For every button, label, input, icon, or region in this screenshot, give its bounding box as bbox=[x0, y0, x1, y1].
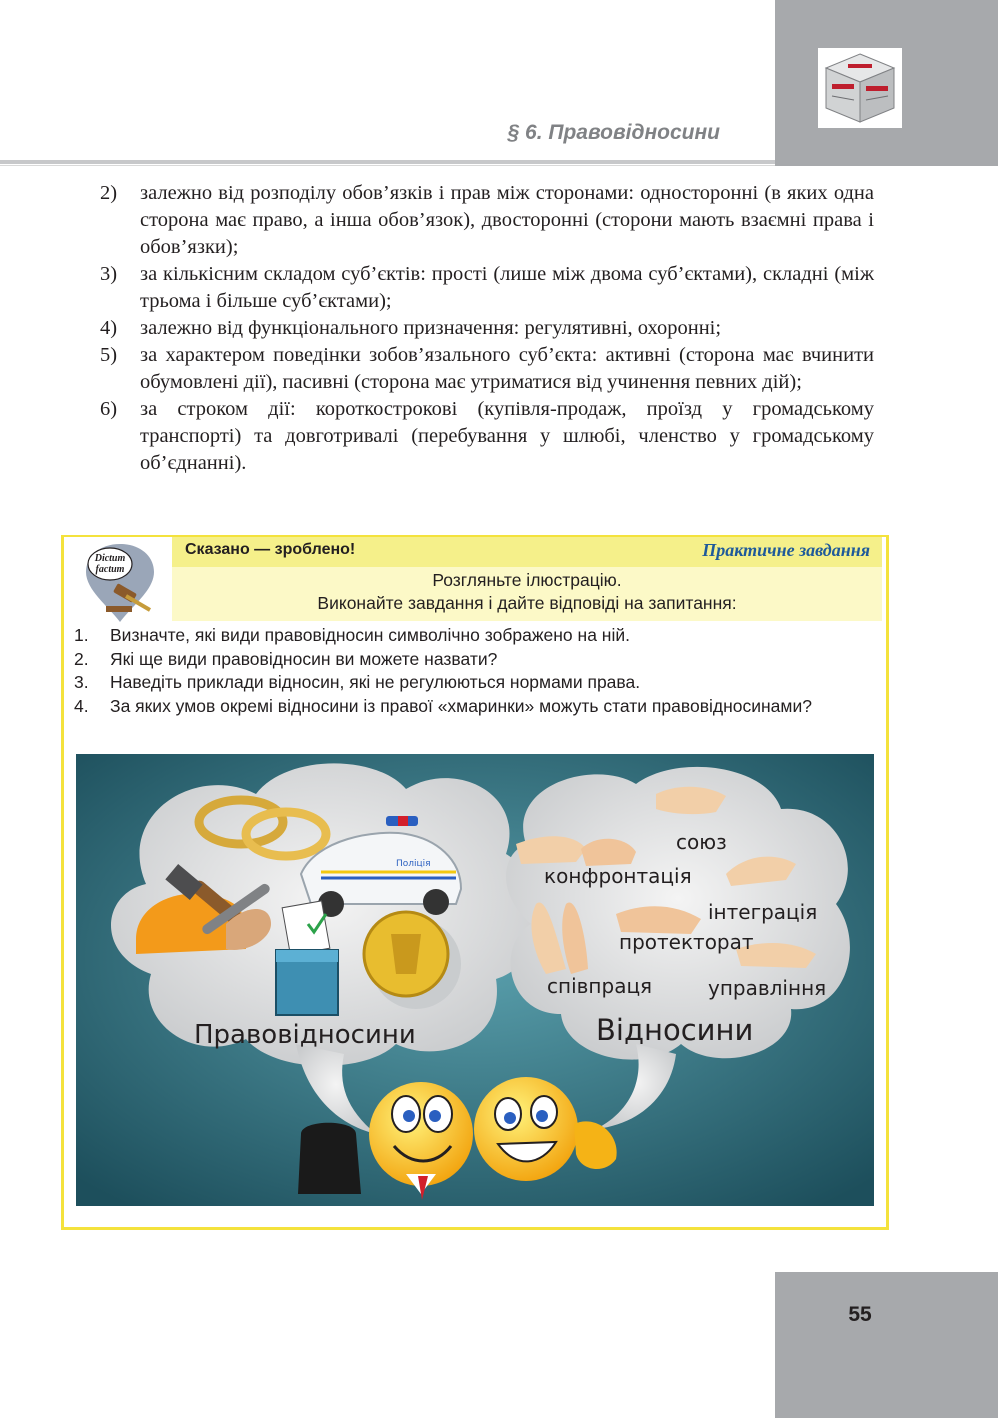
task-intro bbox=[172, 567, 882, 621]
word-confrontation: конфронтація bbox=[544, 864, 692, 888]
list-item bbox=[100, 261, 874, 315]
bottom-side-tab bbox=[775, 1272, 998, 1418]
task-header-title: Сказано — зроблено! bbox=[185, 541, 356, 558]
task-intro-line-2: Виконайте завдання і дайте відповіді на запитання: bbox=[317, 593, 737, 613]
law-cube-icon bbox=[818, 48, 902, 128]
question-item bbox=[74, 671, 834, 695]
question-item bbox=[74, 624, 834, 648]
header-divider bbox=[0, 160, 775, 164]
list-item-number: 5) bbox=[100, 344, 118, 366]
question-text: За яких умов окремі відносини із правої «хмаринки» можуть стати правовідносинами? bbox=[110, 695, 812, 716]
question-item bbox=[74, 695, 834, 719]
header-divider-thin bbox=[0, 165, 775, 166]
dictum-factum-gavel-icon bbox=[78, 540, 162, 624]
list-item-number: 6) bbox=[100, 398, 118, 420]
list-item-number: 2) bbox=[100, 182, 118, 204]
list-item-number: 4) bbox=[100, 317, 118, 339]
list-item-text: за строком дії: короткострокові (купівля-продаж, проїзд у громадському транспорті) та довготривалі (перебування у шлюбі, членство у громадському об’єднанні). bbox=[140, 398, 874, 474]
list-item-number: 3) bbox=[100, 263, 118, 285]
word-cooperation: співпраця bbox=[547, 974, 653, 998]
word-protectorate: протекторат bbox=[619, 930, 754, 954]
list-item bbox=[100, 342, 874, 396]
classification-list bbox=[100, 180, 874, 477]
question-number: 2. bbox=[74, 648, 89, 669]
question-text: Які ще види правовідносин ви можете назвати? bbox=[110, 648, 498, 669]
word-integration: інтеграція bbox=[708, 900, 818, 924]
word-union: союз bbox=[676, 830, 727, 854]
task-intro-line-1: Розгляньте ілюстрацію. bbox=[432, 570, 622, 590]
task-type-label: Практичне завдання bbox=[702, 540, 870, 560]
list-item-text: залежно від розподілу обов’язків і прав між сторонами: односторонні (в яких одна сторона має право, а інша обов’язок), двосторонні (сторони мають взаємні права і обов’язки); bbox=[140, 182, 874, 258]
section-title: § 6. Правовідносини bbox=[507, 121, 720, 144]
right-cloud-label: Відносини bbox=[596, 1013, 754, 1047]
word-management: управління bbox=[708, 976, 827, 1000]
question-text: Наведіть приклади відносин, які не регулюються нормами права. bbox=[110, 672, 641, 692]
question-text: Визначте, які види правовідносин символічно зображено на ній. bbox=[110, 625, 630, 645]
police-car-label: Поліція bbox=[396, 859, 431, 869]
list-item bbox=[100, 396, 874, 477]
list-item-text: за кількісним складом суб’єктів: прості (лише між двома суб’єктами), складні (між трьома і більше суб’єктами); bbox=[140, 263, 874, 312]
list-item-text: залежно від функціонального призначення: регулятивні, охоронні; bbox=[140, 317, 722, 339]
dictum-text: Dictum bbox=[94, 553, 126, 564]
question-number: 3. bbox=[74, 672, 89, 692]
factum-text: factum bbox=[95, 564, 125, 575]
left-cloud-label: Правовідносини bbox=[194, 1020, 416, 1050]
list-item bbox=[100, 180, 874, 261]
relations-illustration bbox=[76, 754, 874, 1206]
question-number: 1. bbox=[74, 625, 89, 645]
question-number: 4. bbox=[74, 695, 89, 716]
question-item bbox=[74, 648, 834, 672]
list-item bbox=[100, 315, 874, 342]
page-number: 55 bbox=[848, 1303, 872, 1326]
question-list bbox=[74, 624, 834, 718]
list-item-text: за характером поведінки зобов’язального суб’єкта: активні (сторона має вчинити обумовлені дії), пасивні (сторона має утриматися від учинення певних дій); bbox=[140, 344, 874, 393]
